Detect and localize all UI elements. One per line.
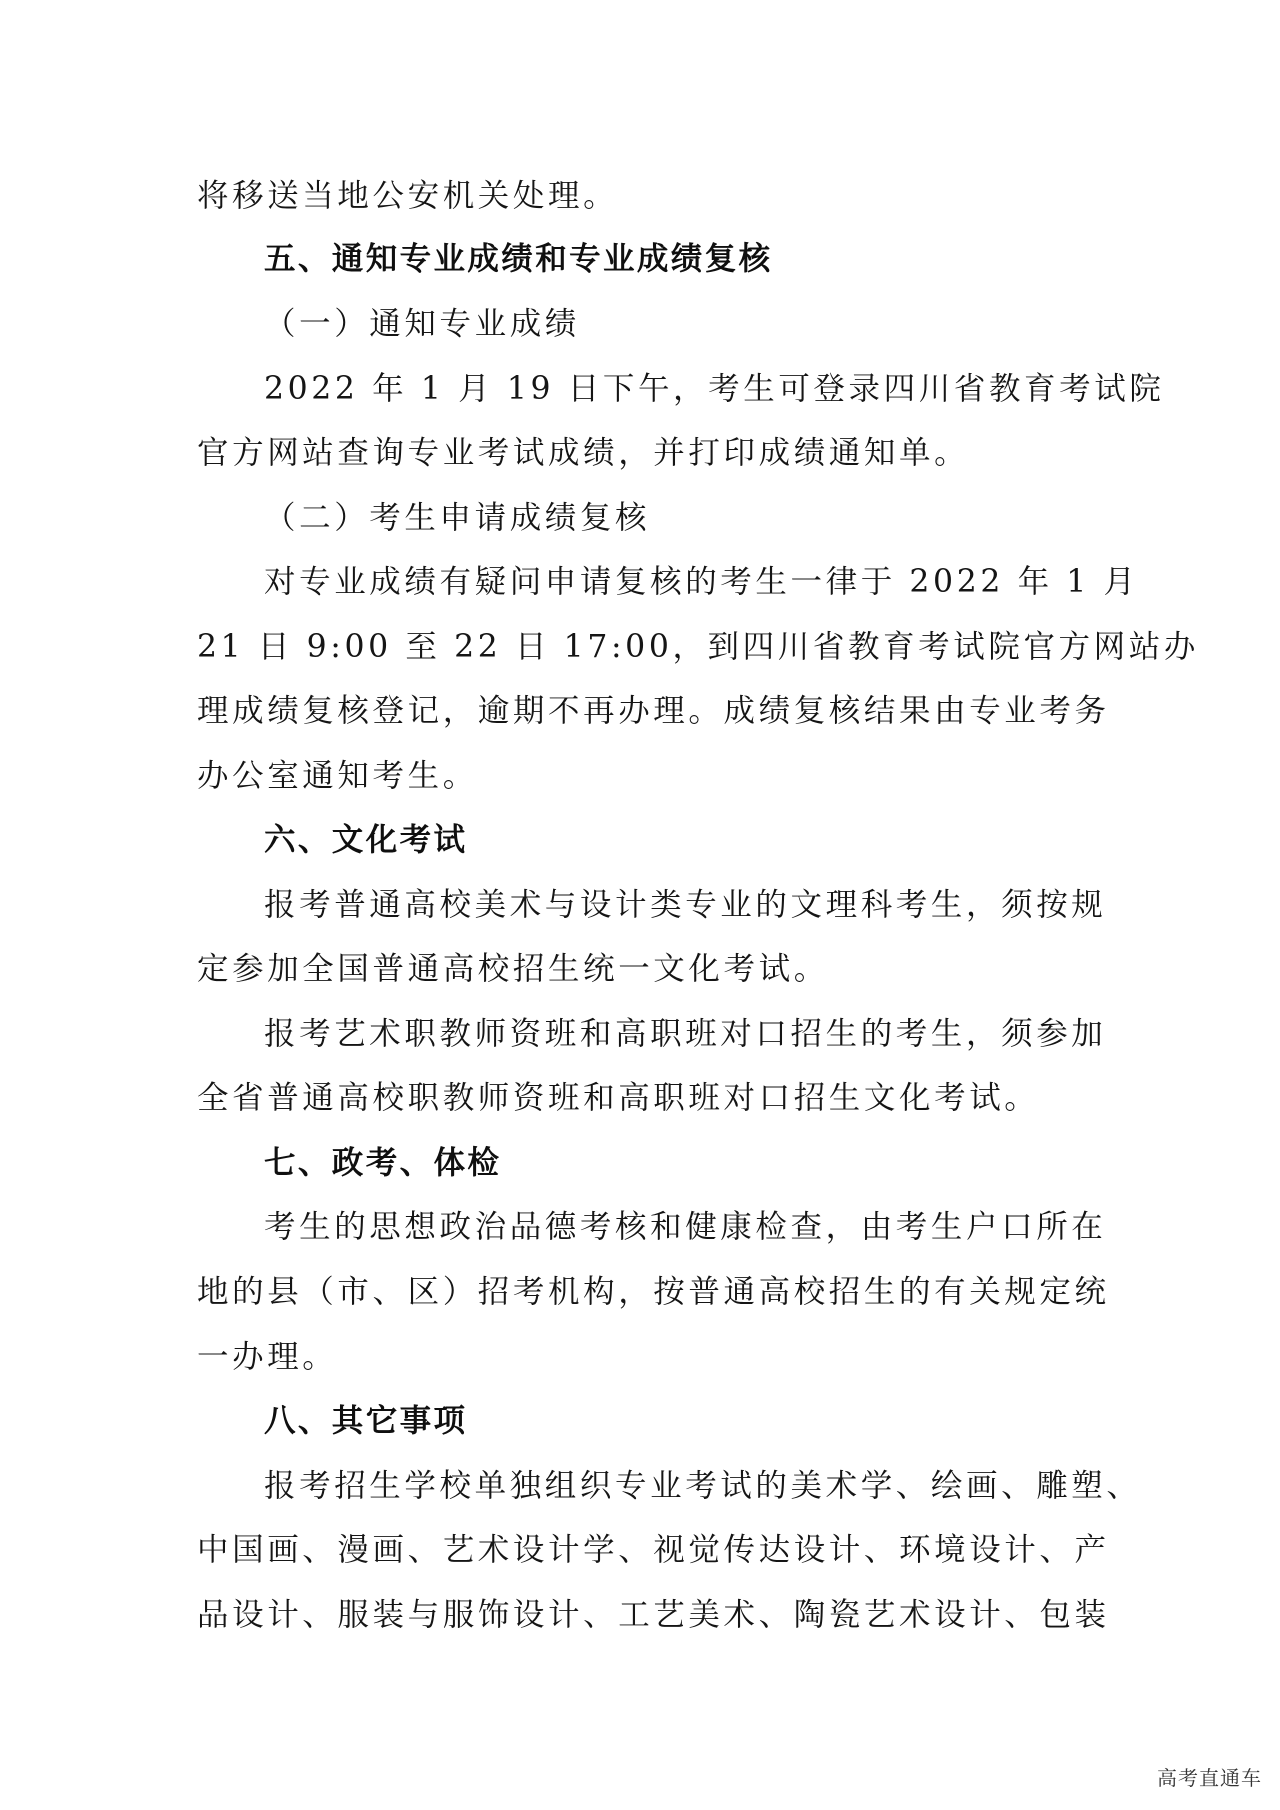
section-heading-six: 六、文化考试 [264, 822, 468, 858]
section-heading-eight: 八、其它事项 [264, 1403, 468, 1439]
paragraph-line: 全省普通高校职教师资班和高职班对口招生文化考试。 [197, 1080, 1040, 1116]
paragraph-line: 报考艺术职教师资班和高职班对口招生的考生，须参加 [264, 1016, 1107, 1052]
watermark-label: 高考直通车 [1157, 1766, 1262, 1790]
paragraph-line: 报考招生学校单独组织专业考试的美术学、绘画、雕塑、 [264, 1468, 1142, 1504]
paragraph-line: 理成绩复核登记，逾期不再办理。成绩复核结果由专业考务 [197, 693, 1110, 729]
paragraph-line: 办公室通知考生。 [197, 758, 478, 794]
subsection-heading: （一）通知专业成绩 [264, 306, 580, 342]
paragraph-line: 品设计、服装与服饰设计、工艺美术、陶瓷艺术设计、包装 [197, 1597, 1110, 1633]
section-heading-seven: 七、政考、体检 [264, 1145, 502, 1181]
paragraph-line: 定参加全国普通高校招生统一文化考试。 [197, 951, 829, 987]
paragraph-line: 报考普通高校美术与设计类专业的文理科考生，须按规 [264, 887, 1107, 923]
paragraph-line: 一办理。 [197, 1339, 338, 1375]
section-heading-five: 五、通知专业成绩和专业成绩复核 [264, 241, 773, 277]
paragraph-line: 中国画、漫画、艺术设计学、视觉传达设计、环境设计、产 [197, 1532, 1110, 1568]
paragraph-line: 对专业成绩有疑问申请复核的考生一律于 2022 年 1 月 [264, 564, 1139, 600]
subsection-heading: （二）考生申请成绩复核 [264, 500, 651, 536]
paragraph-line: 将移送当地公安机关处理。 [197, 178, 619, 214]
paragraph-line: 官方网站查询专业考试成绩，并打印成绩通知单。 [197, 435, 970, 471]
paragraph-line: 21 日 9:00 至 22 日 17:00，到四川省教育考试院官方网站办 [197, 629, 1199, 665]
paragraph-line: 地的县（市、区）招考机构，按普通高校招生的有关规定统 [197, 1274, 1110, 1310]
paragraph-line: 考生的思想政治品德考核和健康检查，由考生户口所在 [264, 1209, 1107, 1245]
paragraph-line: 2022 年 1 月 19 日下午，考生可登录四川省教育考试院 [264, 371, 1165, 407]
